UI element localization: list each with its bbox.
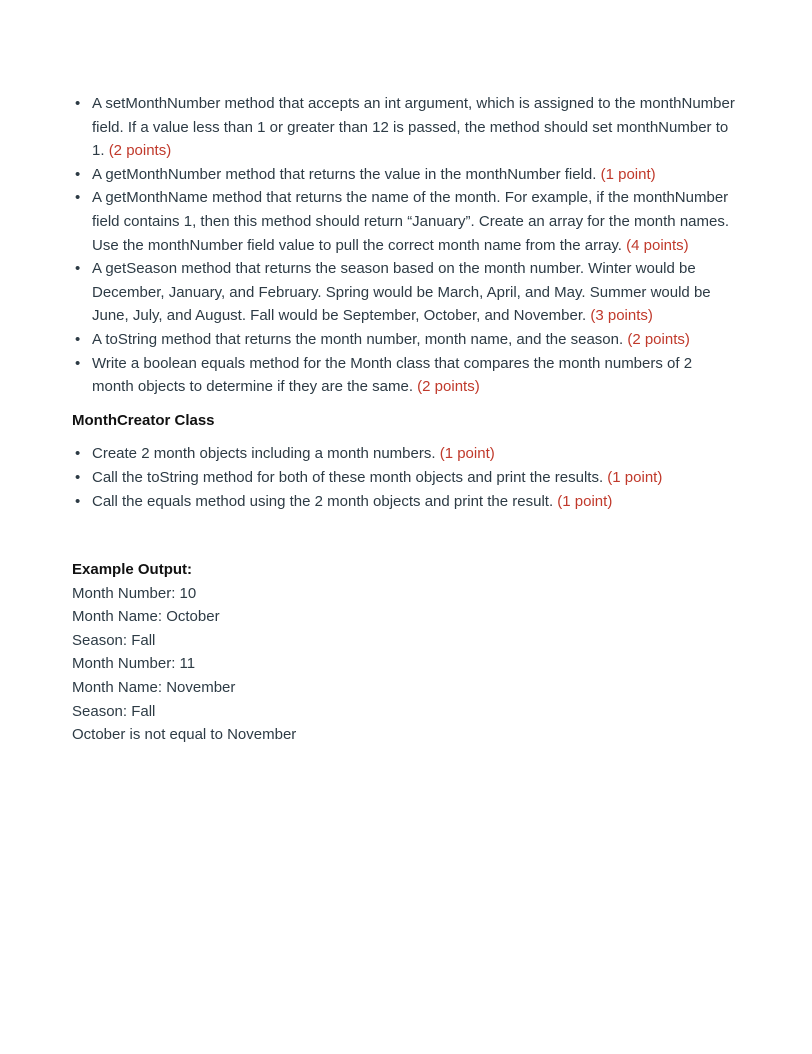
output-line: Month Number: 10 xyxy=(72,584,197,602)
output-line: Season: Fall xyxy=(72,702,156,720)
assignment-content xyxy=(72,92,736,747)
list-item xyxy=(72,442,736,466)
points-label: (2 points) xyxy=(108,142,172,160)
list-item xyxy=(72,466,736,490)
month-class-requirements-list xyxy=(72,92,736,399)
requirement-text: Call the equals method using the 2 month objects and print the result. xyxy=(92,492,558,510)
points-label: (1 point) xyxy=(600,165,656,183)
points-label: (1 point) xyxy=(557,492,613,510)
requirement-text: Call the toString method for both of these month objects and print the results. xyxy=(92,468,608,486)
points-label: (2 points) xyxy=(417,378,480,396)
requirement-text: Create 2 month objects including a month numbers. xyxy=(92,445,440,463)
requirement-text: A setMonthNumber method that accepts an int argument, which is assigned to the monthNumber field. If a value less than 1 or greater than 12 is passed, the method should set monthNumber to 1. xyxy=(92,95,735,160)
list-item xyxy=(72,352,736,399)
requirement-text: Write a boolean equals method for the Month class that compares the month numbers of 2 month objects to determine if they are the same. xyxy=(92,354,693,396)
list-item xyxy=(72,328,736,352)
output-line: Month Name: October xyxy=(72,608,220,626)
list-item xyxy=(72,257,736,328)
output-line: Month Name: November xyxy=(72,679,236,697)
month-creator-requirements-list xyxy=(72,442,736,513)
output-line: October is not equal to November xyxy=(72,726,297,744)
list-item xyxy=(72,186,736,257)
requirement-text: A toString method that returns the month number, month name, and the season. xyxy=(92,330,628,348)
requirement-text: A getMonthNumber method that returns the value in the monthNumber field. xyxy=(92,165,601,183)
section-heading: MonthCreator Class xyxy=(72,411,215,429)
example-output-title: Example Output: xyxy=(72,561,193,579)
points-label: (2 points) xyxy=(627,330,690,348)
points-label: (1 point) xyxy=(439,445,495,463)
requirement-text: A getSeason method that returns the season based on the month number. Winter would be December, January, and February. Spring would be March, April, and May. Summer would be June, July, and August. Fall would be September, October, and November. xyxy=(92,260,711,325)
example-output-block xyxy=(72,558,736,747)
output-line: Month Number: 11 xyxy=(72,655,196,673)
points-label: (4 points) xyxy=(626,236,689,254)
list-item xyxy=(72,92,736,163)
points-label: (3 points) xyxy=(590,307,653,325)
points-label: (1 point) xyxy=(607,468,663,486)
list-item xyxy=(72,490,736,514)
list-item xyxy=(72,163,736,187)
output-line: Season: Fall xyxy=(72,631,156,649)
requirement-text: A getMonthName method that returns the name of the month. For example, if the monthNumber field contains 1, then this method should return “January”. Create an array for the month names. Use the monthNumber field value to pull the correct month name from the array. xyxy=(92,189,730,254)
